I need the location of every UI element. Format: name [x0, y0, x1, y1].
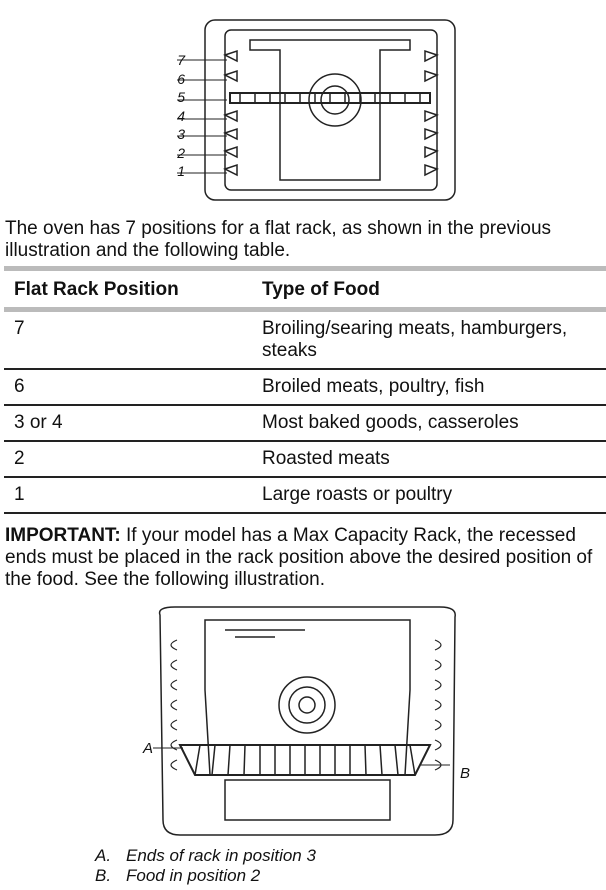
rack-label: 4: [177, 107, 185, 124]
table-row: [4, 369, 606, 405]
caption-letter: B.: [95, 866, 112, 885]
table-header-row: [4, 269, 606, 310]
callout-b: B: [460, 765, 471, 782]
table-row: [4, 405, 606, 441]
rack-label: 5: [177, 89, 185, 105]
cell-position: 7: [4, 310, 258, 370]
max-capacity-rack-figure: [135, 605, 475, 840]
caption-letter: A.: [95, 846, 112, 865]
column-header: Flat Rack Position: [4, 269, 258, 310]
cell-position: 2: [4, 441, 258, 477]
callout-a: A: [143, 740, 154, 757]
rack-label: 7: [177, 52, 185, 68]
table-row: [4, 310, 606, 370]
important-label: IMPORTANT:: [5, 525, 121, 546]
rack-label: 1: [177, 163, 185, 179]
cell-food: Roasted meats: [258, 441, 606, 477]
cell-food: Broiled meats, poultry, fish: [258, 369, 606, 405]
cell-food: Large roasts or poultry: [258, 477, 606, 513]
rack-label: 2: [177, 144, 185, 161]
caption-a: [95, 846, 316, 866]
cell-position: 3 or 4: [4, 405, 258, 441]
cell-food: Most baked goods, casseroles: [258, 405, 606, 441]
cell-position: 1: [4, 477, 258, 513]
important-text: If your model has a Max Capacity Rack, the recessed ends must be placed in the rack position above the desired position of the food. See the following illustration.: [5, 525, 593, 590]
caption-b: [95, 866, 260, 886]
rack-label: 6: [177, 70, 185, 87]
rack-position-table: [4, 266, 606, 514]
column-header: Type of Food: [258, 269, 606, 310]
cell-position: 6: [4, 369, 258, 405]
important-paragraph: [5, 525, 605, 591]
oven-rack-positions-figure: [165, 15, 460, 205]
caption-text: Food in position 2: [126, 866, 261, 885]
table-row: [4, 441, 606, 477]
rack-label: 3: [177, 126, 185, 142]
intro-paragraph: The oven has 7 positions for a flat rack, as shown in the previous illustration and the following table.: [5, 218, 552, 261]
table-row: [4, 477, 606, 513]
cell-food: Broiling/searing meats, hamburgers, steaks: [258, 310, 606, 370]
caption-text: Ends of rack in position 3: [126, 846, 316, 865]
